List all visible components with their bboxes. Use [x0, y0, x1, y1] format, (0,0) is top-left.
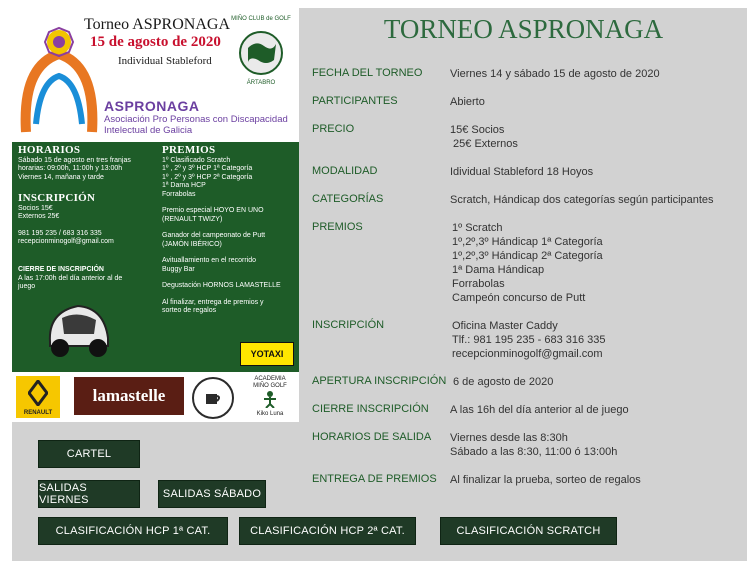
poster-premios-line: 1ª Dama HCP: [162, 182, 206, 189]
poster-inscripcion-line: Externos 25€: [18, 213, 60, 220]
poster-putt-line: Ganador del campeonato de Putt: [162, 232, 266, 239]
poster-avit-line: Avituallamiento en el recorrido: [162, 257, 257, 264]
info-value-line: Viernes 14 y sábado 15 de agosto de 2020: [450, 68, 660, 80]
info-label: ENTREGA DE PREMIOS: [312, 473, 437, 485]
poster-especial-line: Premio especial HOYO EN UNO: [162, 207, 264, 214]
poster-title: Torneo ASPRONAGA: [84, 16, 230, 33]
yotaxi-logo: YOTAXI: [240, 342, 294, 366]
poster-premios: [162, 146, 297, 316]
tournament-poster[interactable]: [12, 8, 299, 372]
info-value-line: 15€ Socios: [450, 124, 505, 136]
poster-premios-line: 1º , 2º y 3º HCP 2ª Categoría: [162, 173, 253, 181]
info-label: MODALIDAD: [312, 165, 378, 177]
club-sub: ÁRTABRO: [246, 80, 276, 86]
poster-format: Individual Stableford: [118, 55, 212, 67]
info-label: PRECIO: [312, 123, 355, 135]
info-value-line: Idividual Stableford 18 Hoyos: [450, 166, 594, 178]
salidas-sabado-button[interactable]: SALIDAS SÁBADO: [158, 480, 266, 508]
poster-inscripcion-line: Socios 15€: [18, 204, 53, 212]
club-name: MIÑO CLUB de GOLF: [231, 16, 291, 22]
info-value-line: Tlf.: 981 195 235 - 683 316 335: [452, 334, 606, 346]
info-value-line: 1ª Dama Hándicap: [452, 264, 545, 276]
salidas-viernes-button[interactable]: SALIDAS VIERNES: [38, 480, 140, 508]
clasificacion-scratch-button[interactable]: CLASIFICACIÓN SCRATCH: [440, 517, 617, 545]
info-value-line: Al finalizar la prueba, sorteo de regalos: [450, 474, 641, 486]
cafeteria-logo: [192, 377, 234, 419]
poster-premios-line: Forrabolas: [162, 190, 196, 198]
poster-cierre-line: juego: [18, 283, 36, 290]
renault-logo: [16, 376, 60, 418]
poster-assoc-sub: Asociación Pro Personas con Discapacidad Intelectual de Galicia: [104, 114, 288, 136]
academia-line: ACADEMIA: [254, 376, 286, 382]
poster-final-line: sorteo de regalos: [162, 307, 217, 314]
info-value-line: Forrabolas: [452, 278, 505, 290]
info-value-line: 6 de agosto de 2020: [453, 376, 554, 388]
info-value: [450, 473, 641, 487]
poster-horarios: [18, 146, 158, 182]
lamastelle-logo: lamastelle: [74, 377, 184, 415]
info-label: CATEGORÍAS: [312, 193, 384, 205]
info-value-line: Campeón concurso de Putt: [452, 292, 586, 304]
renault-twizy-car-icon: [38, 298, 118, 362]
info-value-line: 1º,2º,3º Hándicap 2ª Categoría: [452, 250, 603, 262]
info-value: [450, 123, 518, 151]
info-value: [453, 375, 553, 389]
poster-horarios-line: Sábado 15 de agosto en tres franjas: [18, 156, 131, 164]
poster-assoc-name: ASPRONAGA: [104, 98, 200, 114]
info-value: [450, 193, 714, 207]
poster-premios-title: PREMIOS: [162, 144, 216, 156]
info-label: PREMIOS: [312, 221, 363, 233]
poster-cierre: [18, 266, 158, 292]
poster-header: [12, 8, 299, 142]
info-value-line: Viernes desde las 8:30h: [450, 432, 568, 444]
poster-avit-line: Buggy Bar: [162, 265, 195, 273]
info-value: [450, 95, 485, 109]
academia-line: Kiko Luna: [256, 411, 284, 417]
poster-horarios-line: horarias: 09:00h, 11:00h y 13:00h: [18, 165, 123, 172]
page-title: TORNEO ASPRONAGA: [383, 14, 664, 44]
poster-cierre-title: CIERRE DE INSCRIPCIÓN: [18, 266, 104, 273]
info-value-line: recepcionminogolf@gmail.com: [452, 348, 603, 360]
info-value-line: Oficina Master Caddy: [452, 320, 558, 332]
poster-horarios-title: HORARIOS: [18, 144, 81, 156]
poster-contact-line: 981 195 235 / 683 316 335: [18, 229, 102, 237]
poster-final-line: Al finalizar, entrega de premios y: [162, 298, 264, 306]
info-value: [450, 67, 660, 81]
renault-label: RENAULT: [23, 410, 53, 416]
info-label: INSCRIPCIÓN: [312, 319, 385, 331]
poster-premios-line: 1º , 2º y 3º HCP 1ª Categoría: [162, 165, 253, 172]
poster-putt-line: (JAMÓN IBÉRICO): [162, 240, 222, 248]
clasificacion-hcp1-button[interactable]: CLASIFICACIÓN HCP 1ª CAT.: [38, 517, 228, 545]
info-value: [450, 403, 629, 417]
info-value-line: Sábado a las 8:30, 11:00 ó 13:00h: [450, 446, 618, 458]
poster-inscripcion: [18, 194, 158, 247]
info-value: [450, 431, 617, 459]
info-value: [450, 165, 593, 179]
poster-degust-line: Degustación HORNOS LAMASTELLE: [162, 282, 281, 289]
golf-ball-icon: [238, 30, 284, 76]
poster-date: 15 de agosto de 2020: [90, 34, 221, 50]
cartel-button[interactable]: CARTEL: [38, 440, 140, 468]
renault-diamond-icon: [28, 380, 48, 406]
poster-contact-line: recepcionminogolf@gmail.com: [18, 238, 114, 245]
info-value-line: A las 16h del día anterior al de juego: [450, 404, 629, 416]
poster-cierre-line: A las 17:00h del día anterior al de: [18, 274, 123, 282]
club-logo: [230, 16, 292, 90]
cafeteria-cup-icon: [204, 389, 222, 407]
academia-line: MIÑO GOLF: [253, 383, 287, 389]
sponsors-strip: [12, 372, 299, 422]
info-value: [452, 221, 603, 305]
poster-inscripcion-title: INSCRIPCIÓN: [18, 192, 96, 204]
info-label: CIERRE INSCRIPCIÓN: [312, 403, 429, 415]
info-value-line: Scratch, Hándicap dos categorías según participantes: [450, 194, 714, 206]
clasificacion-hcp2-button[interactable]: CLASIFICACIÓN HCP 2ª CAT.: [239, 517, 416, 545]
info-label: HORARIOS DE SALIDA: [312, 431, 432, 443]
poster-premios-line: 1º Clasificado Scratch: [162, 156, 231, 164]
info-value: [452, 319, 606, 361]
info-value-line: Abierto: [450, 96, 485, 108]
info-label: PARTICIPANTES: [312, 95, 398, 107]
info-value-line: 1º,2º,3º Hándicap 1ª Categoría: [452, 236, 603, 248]
poster-horarios-line: Viernes 14, mañana y tarde: [18, 173, 104, 181]
info-label: APERTURA INSCRIPCIÓN: [312, 375, 447, 387]
golfer-icon: [260, 390, 280, 408]
poster-especial-line: (RENAULT TWIZY): [162, 215, 223, 223]
academia-logo: [246, 376, 294, 420]
info-value-line: 1º Scratch: [452, 222, 503, 234]
info-label: FECHA DEL TORNEO: [312, 67, 423, 79]
info-value-line: 25€ Externos: [450, 138, 518, 150]
